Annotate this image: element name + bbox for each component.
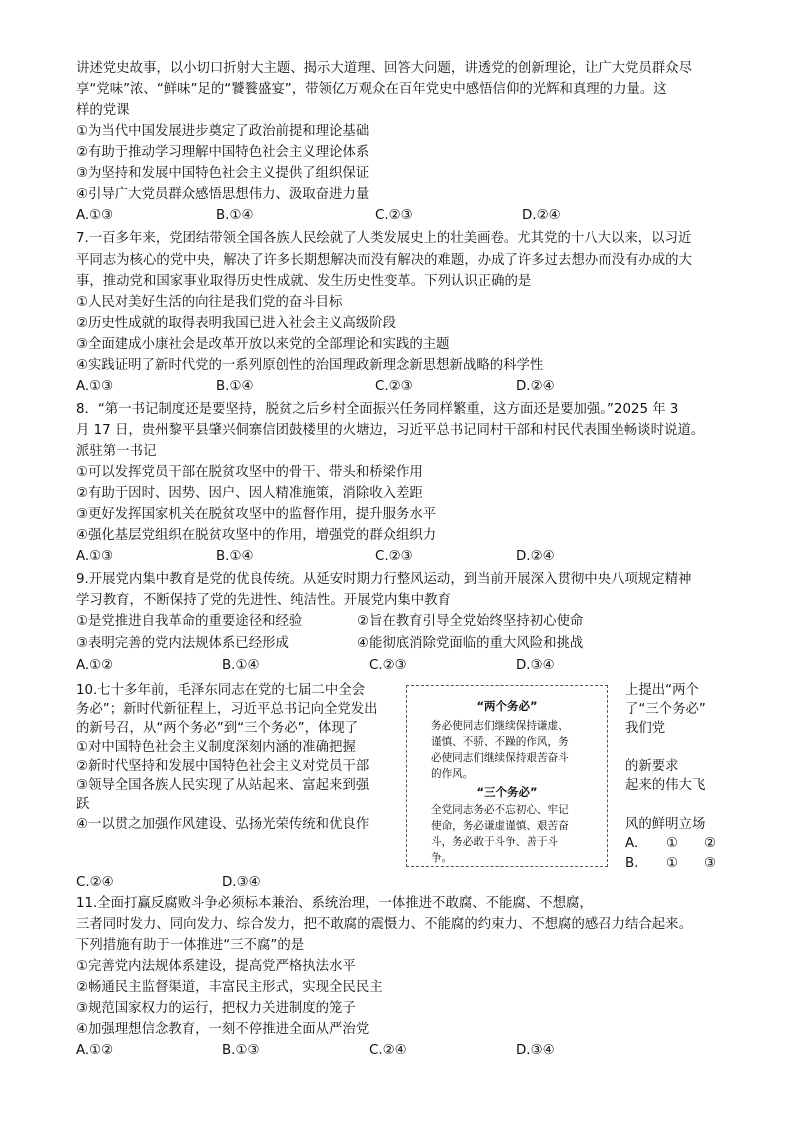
- q6-choice-a[interactable]: A.①③: [76, 208, 114, 223]
- q8-item-1: ①可以发挥党员干部在脱贫攻坚中的骨干、带头和桥梁作用: [76, 465, 423, 480]
- q10-choice-d[interactable]: D.③④: [222, 875, 261, 890]
- q10-choice-b-item-2: ③: [704, 856, 717, 871]
- q8-stem-line-2: 月 17 日，贵州黎平县肇兴侗寨信团鼓楼里的火塘边，习近平总书记同村干部和村民代表围坐畅谈时说道。: [76, 423, 705, 438]
- q8-choice-a[interactable]: A.①③: [76, 549, 114, 564]
- q8-item-2: ②有助于因时、因势、因户、因人精准施策，消除收入差距: [76, 486, 423, 501]
- q6-stem-line-2: 享“党味”浓、“鲜味”足的“饕餮盛宴”，带领亿万观众在百年党史中感悟信仰的光辉和真理的力量。这: [76, 82, 667, 97]
- three-musts-text: 全党同志务必不忘初心、牢记使命，务必谦虚谨慎、艰苦奋斗，务必敢于斗争、善于斗争。: [431, 804, 569, 864]
- q11-choice-a[interactable]: A.①②: [76, 1043, 114, 1058]
- two-musts-title: “两个务必”: [476, 699, 538, 713]
- q10-item-3-cont: 跃: [76, 797, 90, 812]
- q7-choice-c[interactable]: C.②③: [375, 379, 413, 394]
- q11-item-3: ③规范国家权力的运行，把权力关进制度的笼子: [76, 1001, 356, 1016]
- q10-stem-line-2: 务必”；新时代新征程上，习近平总书记向全党发出: [76, 702, 378, 717]
- q6-choice-c[interactable]: C.②③: [375, 208, 413, 223]
- q8-stem-line-3: 派驻第一书记: [76, 444, 157, 459]
- q8-stem-line-1: 8．“第一书记制度还是要坚持，脱贫之后乡村全面振兴任务同样繁重，这方面还是要加强。”2025 年 3: [76, 402, 679, 417]
- q7-stem-line-1: 7.一百多年来，党团结带领全国各族人民绘就了人类发展史上的壮美画卷。尤其党的十八大以来，以习近: [76, 231, 692, 246]
- q6-item-3: ③为坚持和发展中国特色社会主义提供了组织保证: [76, 166, 370, 181]
- q10-item-3: ③领导全国各族人民实现了从站起来、富起来到强: [76, 778, 370, 793]
- q6-choice-d[interactable]: D.②④: [522, 208, 561, 223]
- q6-item-1: ①为当代中国发展进步奠定了政治前提和理论基础: [76, 124, 370, 139]
- q10-choice-b-item-1: ①: [666, 856, 679, 871]
- q10-item-4: ④一以贯之加强作风建设、弘扬光荣传统和优良作: [76, 817, 370, 832]
- q7-stem-line-2: 平同志为核心的党中央，解决了许多长期想解决而没有解决的难题，办成了许多过去想办而没有办成的大: [76, 253, 692, 268]
- q11-stem-line-3: 下列措施有助于一体推进“三不腐”的是: [76, 938, 305, 953]
- q10-choice-b-label[interactable]: B.: [625, 856, 639, 871]
- q10-right-frag-2: 了“三个务必”: [625, 702, 706, 717]
- q8-choice-b[interactable]: B.①④: [216, 549, 254, 564]
- q9-item-2: ②旨在教育引导全党始终坚持初心使命: [357, 614, 584, 629]
- q10-choice-a-item-2: ②: [704, 836, 717, 851]
- q8-item-4: ④强化基层党组织在脱贫攻坚中的作用，增强党的群众组织力: [76, 528, 437, 543]
- q9-choice-b[interactable]: B.①④: [222, 658, 260, 673]
- q11-stem-line-2: 三者同时发力、同向发力、综合发力，把不敢腐的震慑力、不能腐的约束力、不想腐的感召力结合起来。: [76, 917, 692, 932]
- q10-stem-line-1: 10.七十多年前，毛泽东同志在党的七届二中全会: [76, 683, 366, 698]
- q10-item-1: ①对中国特色社会主义制度深刻内涵的准确把握: [76, 740, 356, 755]
- q10-right-frag-5: 起来的伟大飞: [625, 778, 706, 793]
- q9-choice-d[interactable]: D.③④: [516, 658, 555, 673]
- q6-stem-line-1: 讲述党史故事，以小切口折射大主题、揭示大道理、回答大问题，讲透党的创新理论，让广大党员群众尽: [76, 61, 692, 76]
- q9-choice-c[interactable]: C.②③: [369, 658, 407, 673]
- q11-choice-c[interactable]: C.②④: [369, 1043, 407, 1058]
- q7-item-3: ③全面建成小康社会是改革开放以来党的全部理论和实践的主题: [76, 337, 450, 352]
- q11-stem-line-1: 11.全面打赢反腐败斗争必须标本兼治、系统治理，一体推进不敢腐、不能腐、不想腐，: [76, 896, 593, 911]
- three-musts-title: “三个务必”: [476, 785, 538, 799]
- q10-right-frag-3: 我们党: [625, 721, 666, 736]
- q7-item-1: ①人民对美好生活的向往是我们党的奋斗目标: [76, 295, 343, 310]
- q10-choice-a-item-1: ①: [666, 836, 679, 851]
- q11-item-1: ①完善党内法规体系建设，提高党严格执法水平: [76, 959, 356, 974]
- q6-choice-b[interactable]: B.①④: [216, 208, 254, 223]
- q7-choice-d[interactable]: D.②④: [516, 379, 555, 394]
- q11-choice-d[interactable]: D.③④: [516, 1043, 555, 1058]
- q7-choice-b[interactable]: B.①④: [216, 379, 254, 394]
- q7-item-2: ②历史性成就的取得表明我国已进入社会主义高级阶段: [76, 316, 396, 331]
- q9-item-4: ④能彻底消除党面临的重大风险和挑战: [357, 636, 584, 651]
- q8-item-3: ③更好发挥国家机关在脱贫攻坚中的监督作用，提升服务水平: [76, 507, 437, 522]
- q10-choice-a-label[interactable]: A.: [625, 836, 639, 851]
- q10-item-2: ②新时代坚持和发展中国特色社会主义对党员干部: [76, 759, 370, 774]
- q9-stem-line-2: 学习教育，不断保持了党的先进性、纯洁性。开展党内集中教育: [76, 593, 451, 608]
- q10-choice-c[interactable]: C.②④: [76, 875, 114, 890]
- q11-item-2: ②畅通民主监督渠道，丰富民主形式，实现全民民主: [76, 980, 383, 995]
- q8-choice-d[interactable]: D.②④: [516, 549, 555, 564]
- q11-item-4: ④加强理想信念教育，一刻不停推进全面从严治党: [76, 1022, 370, 1037]
- q6-item-4: ④引导广大党员群众感悟思想伟力、汲取奋进力量: [76, 187, 370, 202]
- q6-item-2: ②有助于推动学习理解中国特色社会主义理论体系: [76, 145, 370, 160]
- two-musts-text-box: [406, 685, 608, 867]
- q7-item-4: ④实践证明了新时代党的一系列原创性的治国理政新理念新思想新战略的科学性: [76, 358, 544, 373]
- q9-item-3: ③表明完善的党内法规体系已经形成: [76, 636, 289, 651]
- q10-right-frag-4: 的新要求: [625, 759, 679, 774]
- q10-stem-line-3: 的新号召，从“两个务必”到“三个务必”，体现了: [76, 721, 359, 736]
- q10-right-frag-1: 上提出“两个: [625, 683, 699, 698]
- q11-choice-b[interactable]: B.①③: [222, 1043, 260, 1058]
- q9-choice-a[interactable]: A.①②: [76, 658, 114, 673]
- two-musts-text: 务必使同志们继续保持谦虚、谨慎、不骄、不躁的作风，务必使同志们继续保持艰苦奋斗的作风。: [431, 720, 569, 780]
- q8-choice-c[interactable]: C.②③: [375, 549, 413, 564]
- q9-stem-line-1: 9.开展党内集中教育是党的优良传统。从延安时期力行整风运动，到当前开展深入贯彻中央八项规定精神: [76, 572, 692, 587]
- q9-item-1: ①是党推进自我革命的重要途径和经验: [76, 614, 303, 629]
- q7-choice-a[interactable]: A.①③: [76, 379, 114, 394]
- q7-stem-line-3: 事，推动党和国家事业取得历史性成就、发生历史性变革。下列认识正确的是: [76, 274, 532, 289]
- q10-right-frag-6: 风的鲜明立场: [625, 817, 706, 832]
- q6-stem-line-3: 样的党课: [76, 103, 130, 118]
